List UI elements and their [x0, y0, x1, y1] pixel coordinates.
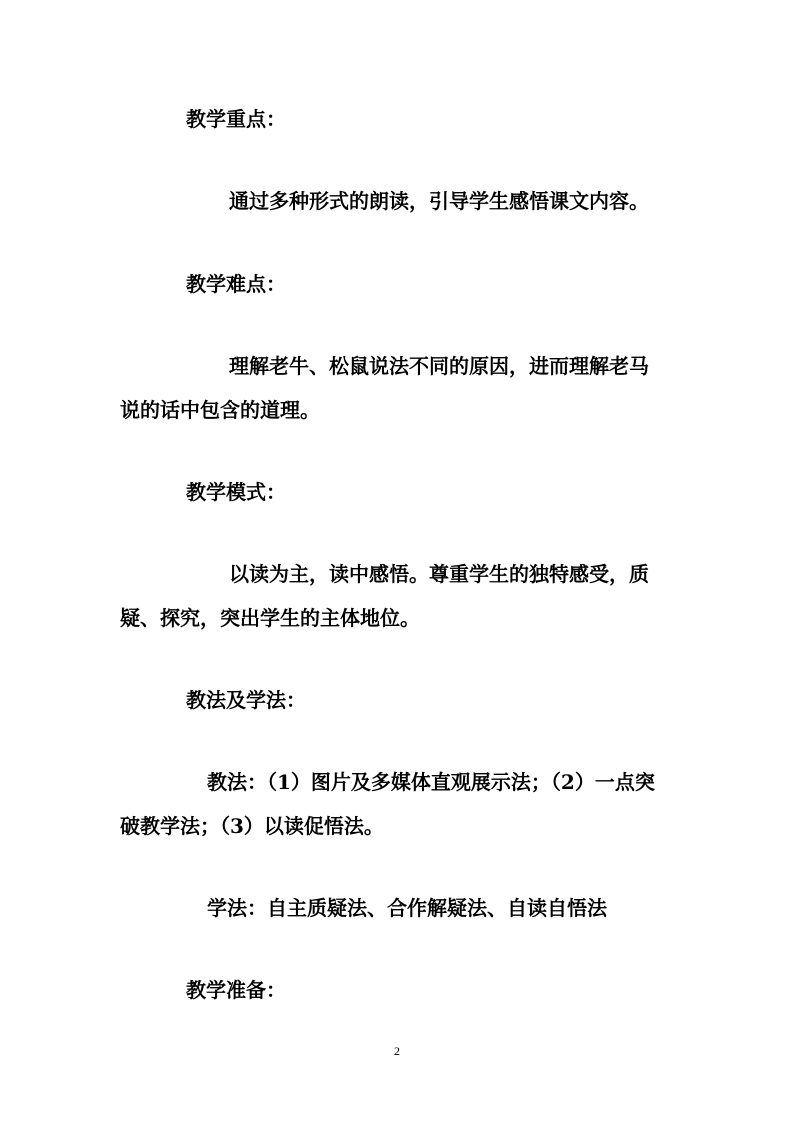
learning-method-line: 学法：自主质疑法、合作解疑法、自读自悟法 — [207, 896, 607, 920]
page-number: 2 — [394, 1044, 400, 1058]
teaching-method-line-2: 破教学法；（3）以读促悟法。 — [120, 814, 384, 838]
section-heading-difficulties: 教学难点： — [186, 272, 286, 296]
teaching-mode-text-line-2: 疑、探究，突出学生的主体地位。 — [120, 606, 420, 630]
section-heading-key-points: 教学重点： — [186, 107, 286, 131]
section-heading-methods: 教法及学法： — [186, 688, 306, 712]
section-heading-preparation: 教学准备： — [186, 978, 286, 1002]
difficulties-text-line-1: 理解老牛、松鼠说法不同的原因，进而理解老马 — [229, 354, 649, 378]
section-heading-teaching-mode: 教学模式： — [186, 480, 286, 504]
key-points-text: 通过多种形式的朗读，引导学生感悟课文内容。 — [229, 189, 649, 213]
teaching-mode-text-line-1: 以读为主，读中感悟。尊重学生的独特感受，质 — [229, 562, 649, 586]
teaching-method-line-1: 教法：（1）图片及多媒体直观展示法；（2）一点突 — [207, 770, 655, 794]
difficulties-text-line-2: 说的话中包含的道理。 — [120, 398, 320, 422]
